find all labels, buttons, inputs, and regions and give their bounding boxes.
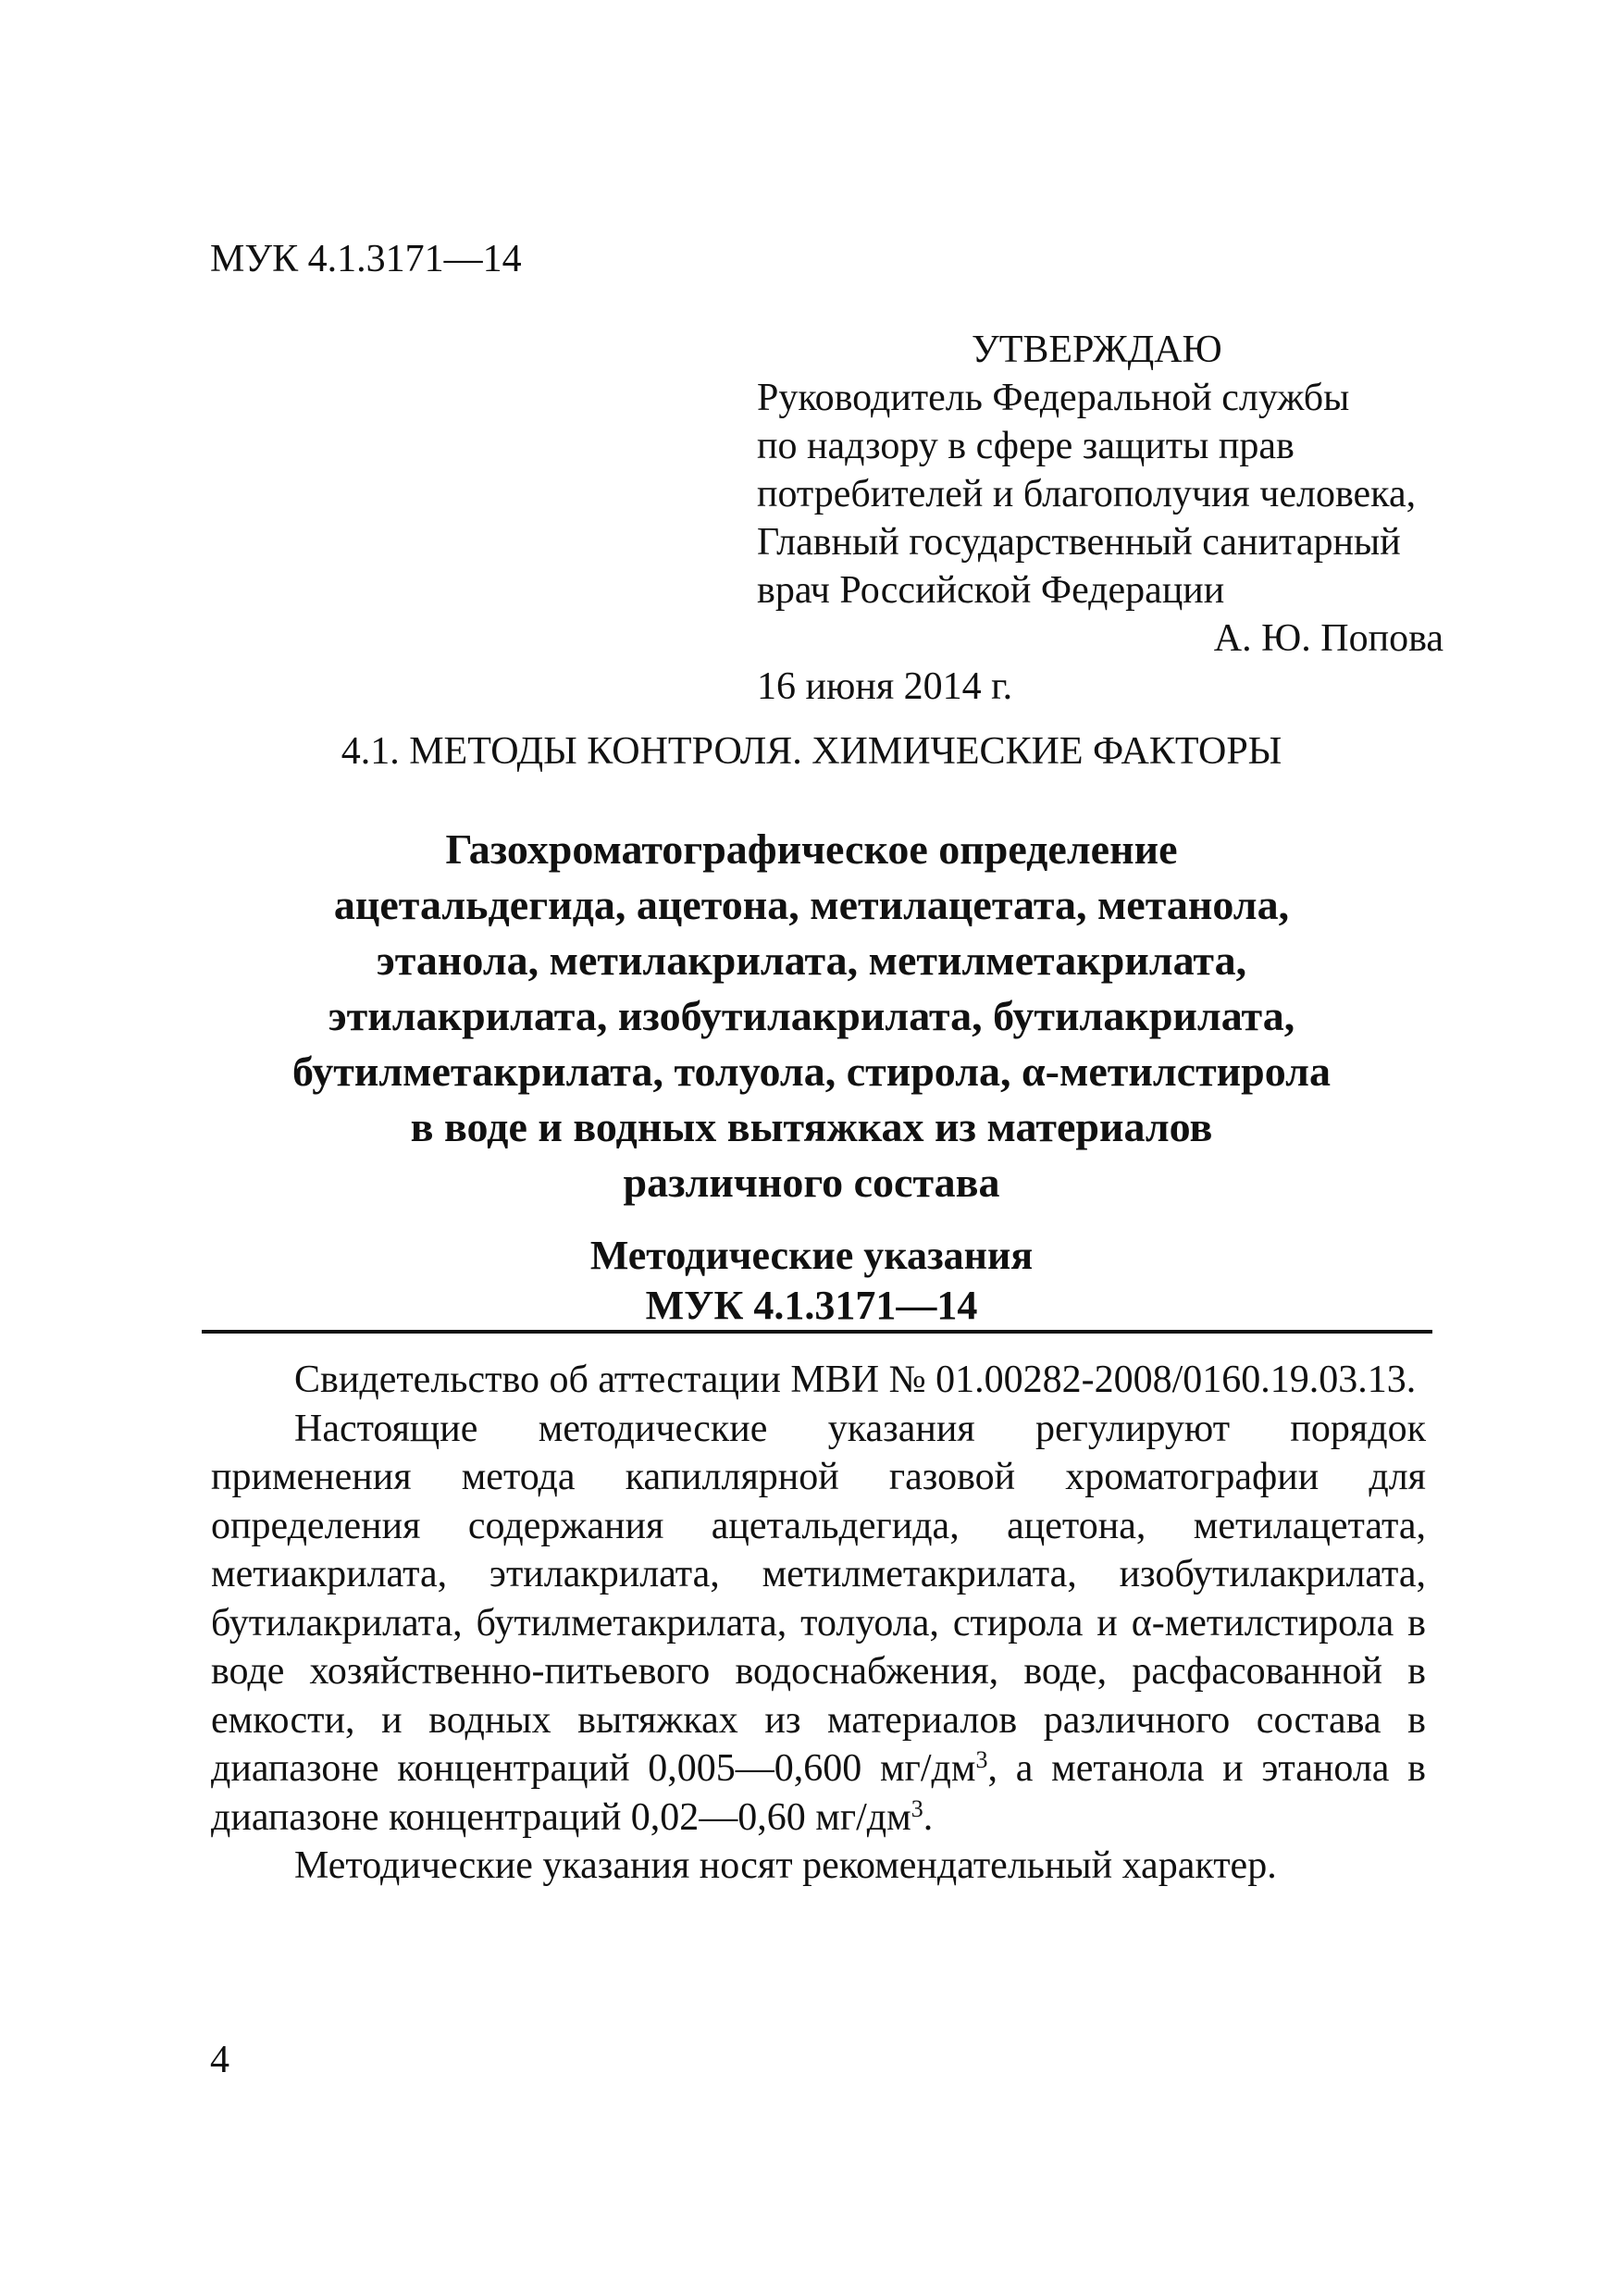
document-code: МУК 4.1.3171—14 xyxy=(210,238,522,280)
approval-date: 16 июня 2014 г. xyxy=(757,665,1013,708)
main-paragraph-text: , а метанола и этанола в диапазоне концентраций 0,02—0,60 мг/дм xyxy=(211,1747,1427,1839)
approval-line: врач Российской Федерации xyxy=(757,569,1225,612)
subtitle-kind: Методические указания xyxy=(589,1233,1034,1278)
certificate-paragraph: Свидетельство об аттестации МВИ № 01.00282-2008/0160.19.03.13. xyxy=(294,1359,1417,1401)
title-line: Газохроматографическое определение xyxy=(445,825,1178,873)
approval-block xyxy=(757,326,1443,711)
document-body xyxy=(211,1356,1426,1891)
approval-heading: УТВЕРЖДАЮ xyxy=(972,329,1222,371)
horizontal-divider xyxy=(202,1330,1432,1334)
title-line: бутилметакрилата, толуола, стирола, α-метилстирола xyxy=(292,1048,1331,1095)
title-line: различного состава xyxy=(623,1159,1000,1206)
title-line: в воде и водных вытяжках из материалов xyxy=(410,1103,1213,1150)
approval-signatory: А. Ю. Попова xyxy=(1213,617,1443,660)
approval-line: Руководитель Федеральной службы xyxy=(757,377,1350,419)
subtitle-code: МУК 4.1.3171—14 xyxy=(645,1283,978,1328)
main-paragraph xyxy=(211,1405,1426,1843)
note-paragraph: Методические указания носят рекомендательный характер. xyxy=(294,1844,1277,1887)
superscript: 3 xyxy=(911,1794,923,1822)
title-line: ацетальдегида, ацетона, метилацетата, метанола, xyxy=(333,881,1290,928)
document-subtitle xyxy=(0,1231,1623,1331)
main-paragraph-text: . xyxy=(923,1795,934,1839)
title-line: этанола, метилакрилата, метилметакрилата, xyxy=(376,937,1247,984)
superscript: 3 xyxy=(975,1746,988,1773)
section-heading: 4.1. МЕТОДЫ КОНТРОЛЯ. ХИМИЧЕСКИЕ ФАКТОРЫ xyxy=(341,730,1282,773)
approval-line: по надзору в сфере защиты прав xyxy=(757,425,1295,467)
approval-line: Главный государственный санитарный xyxy=(757,521,1401,564)
approval-line: потребителей и благополучия человека, xyxy=(757,473,1417,515)
title-line: этилакрилата, изобутилакрилата, бутилакрилата, xyxy=(328,992,1295,1039)
main-paragraph-text: Настоящие методические указания регулируют порядок применения метода капиллярной газовой хроматографии для определения содержания ацетальдегида, ацетона, метилацетата, метиакрилата, этилакрилата, метилметакрилата, изобутилакрилата, бутилакрилата, бутилметакрилата, толуола, стирола и α-метилстирола в воде хозяйственно-питьевого водоснабжения, воде, расфасованной в емкости, и водных вытяжках из материалов различного состава в диапазоне концентраций 0,005—0,600 мг/дм xyxy=(211,1407,1426,1790)
page-number: 4 xyxy=(210,2039,229,2081)
document-title xyxy=(148,822,1475,1210)
